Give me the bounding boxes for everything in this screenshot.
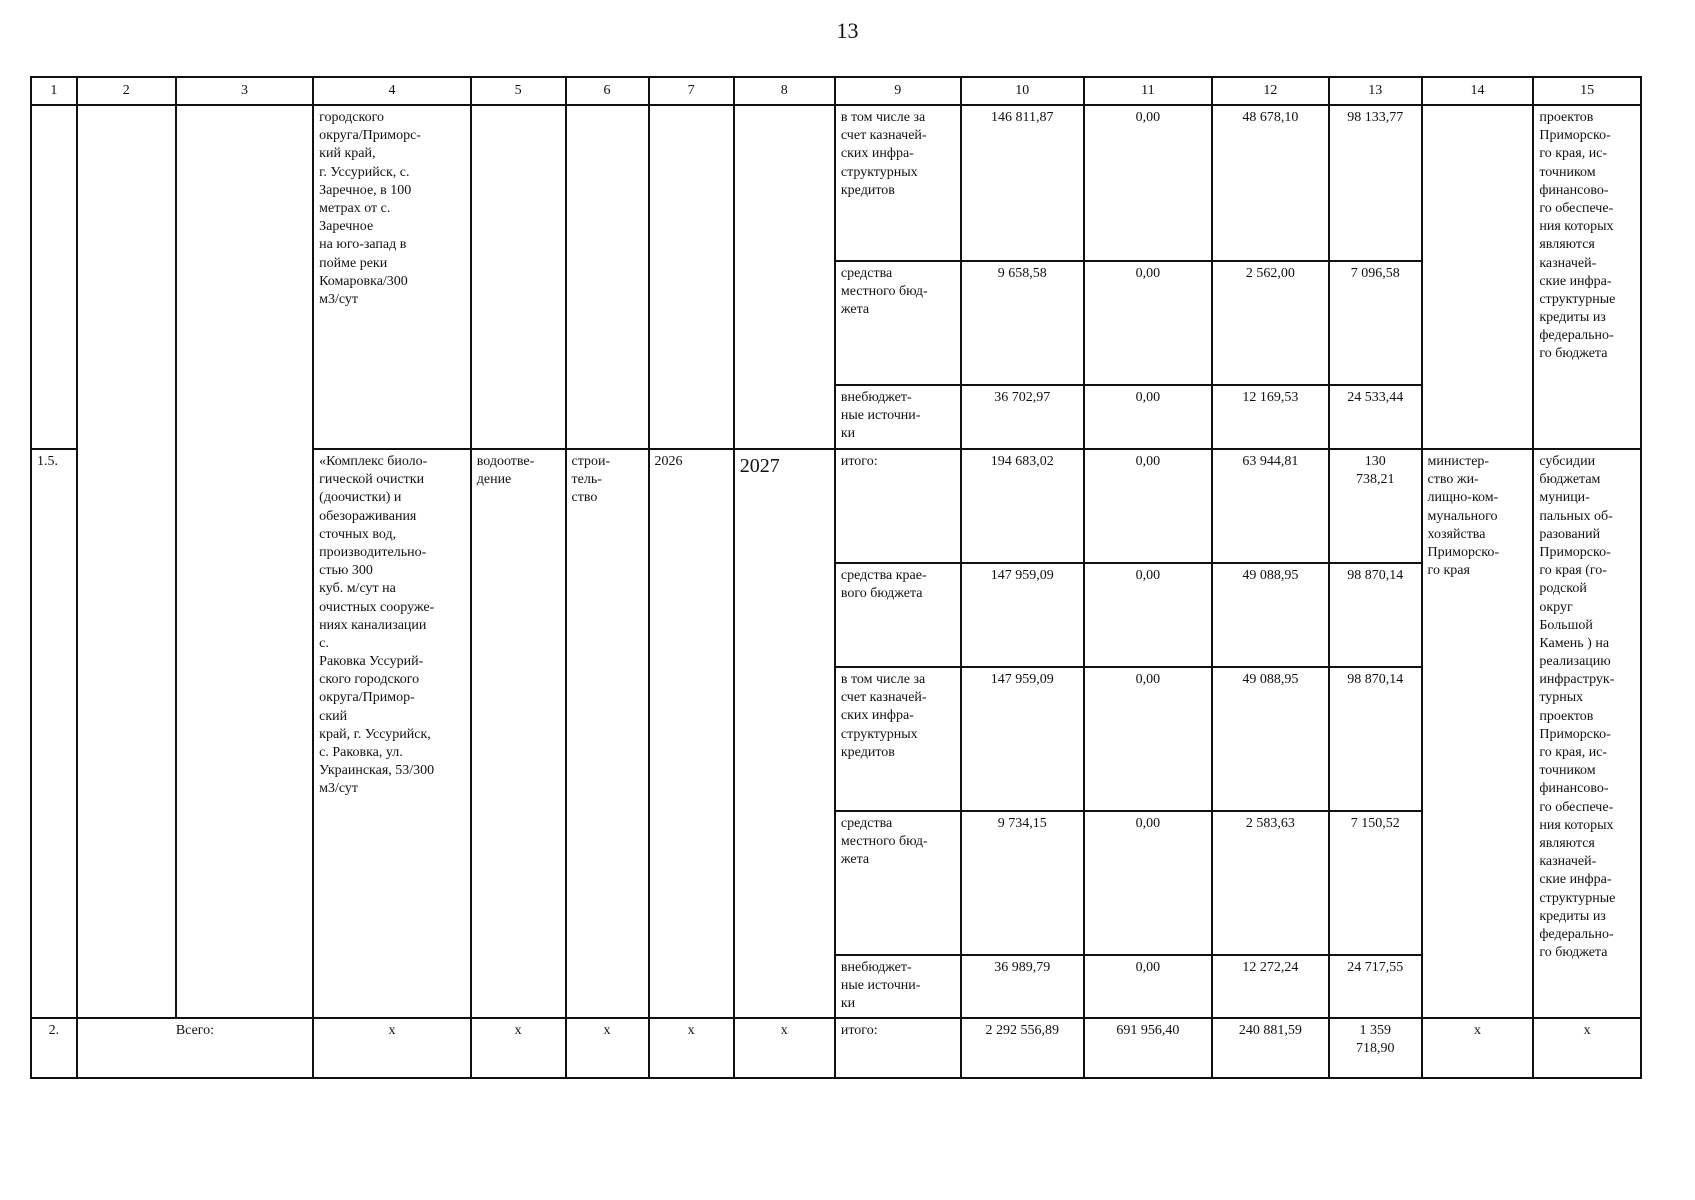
value-cell: 9 658,58 <box>961 261 1085 385</box>
value-cell: 0,00 <box>1084 667 1212 811</box>
funding-source: средства местного бюд- жета <box>835 811 961 955</box>
value-cell: 0,00 <box>1084 261 1212 385</box>
header-cell: 11 <box>1084 77 1212 105</box>
value-cell: 24 533,44 <box>1329 385 1422 449</box>
value-cell: 98 870,14 <box>1329 667 1422 811</box>
value-cell: 2 583,63 <box>1212 811 1329 955</box>
header-row <box>31 77 1641 105</box>
value-cell: 0,00 <box>1084 449 1212 563</box>
executor-cell <box>1422 105 1534 449</box>
total-label: Всего: <box>77 1018 313 1078</box>
value-cell: 24 717,55 <box>1329 955 1422 1018</box>
row-number: 2. <box>31 1018 77 1078</box>
column-2-cell <box>77 105 176 1018</box>
funding-source: внебюджет- ные источни- ки <box>835 385 961 449</box>
header-cell: 7 <box>649 77 734 105</box>
value-cell: 0,00 <box>1084 563 1212 667</box>
value-cell: 0,00 <box>1084 385 1212 449</box>
header-cell: 5 <box>471 77 566 105</box>
value-cell: 2 562,00 <box>1212 261 1329 385</box>
value-cell: 0,00 <box>1084 955 1212 1018</box>
page-number: 13 <box>836 18 859 43</box>
value-cell: 146 811,87 <box>961 105 1085 261</box>
value-cell: 7 096,58 <box>1329 261 1422 385</box>
x-mark: x <box>1533 1018 1641 1078</box>
funding-source: в том числе за счет казначей- ских инфра- структурных кредитов <box>835 667 961 811</box>
header-cell: 6 <box>566 77 649 105</box>
header-cell: 2 <box>77 77 176 105</box>
investment-program-table <box>30 76 1642 1079</box>
value-cell: 0,00 <box>1084 811 1212 955</box>
executor: министер- ство жи- лищно-ком- мунального хозяйства Приморско- го края <box>1422 449 1534 1018</box>
funding-source: средства местного бюд- жета <box>835 261 961 385</box>
value-cell: 36 702,97 <box>961 385 1085 449</box>
total-value: 240 881,59 <box>1212 1018 1329 1078</box>
funding-source: итого: <box>835 449 961 563</box>
header-cell: 14 <box>1422 77 1534 105</box>
value-cell: 147 959,09 <box>961 667 1085 811</box>
total-row <box>31 1018 1641 1078</box>
value-cell: 0,00 <box>1084 105 1212 261</box>
header-cell: 4 <box>313 77 471 105</box>
header-cell: 9 <box>835 77 961 105</box>
table-row <box>31 105 1641 261</box>
value-cell: 49 088,95 <box>1212 667 1329 811</box>
object-type: водоотве- дение <box>471 449 566 1018</box>
column-3-cell <box>176 105 313 1018</box>
year-start: 2026 <box>649 449 734 1018</box>
value-cell: 98 133,77 <box>1329 105 1422 261</box>
value-cell: 7 150,52 <box>1329 811 1422 955</box>
value-cell: 147 959,09 <box>961 563 1085 667</box>
header-cell: 3 <box>176 77 313 105</box>
type-cell <box>471 105 566 449</box>
value-cell: 12 169,53 <box>1212 385 1329 449</box>
header-cell: 10 <box>961 77 1085 105</box>
year-end: 2027 <box>734 449 835 1018</box>
work-type: строи- тель- ство <box>566 449 649 1018</box>
note-cell: субсидии бюджетам муници- пальных об- разований Приморско- го края (го- родской округ Большой Камень ) на реализацию инфраструк- турных проектов Приморско- го края, ис- точником финансово- го обеспече- ния которых являются казначей- ские инфра- структурные кредиты из федерально- го бюджета <box>1533 449 1641 1018</box>
value-cell: 9 734,15 <box>961 811 1085 955</box>
year-end-cell <box>734 105 835 449</box>
value-cell: 98 870,14 <box>1329 563 1422 667</box>
value-cell: 48 678,10 <box>1212 105 1329 261</box>
header-cell: 1 <box>31 77 77 105</box>
note-cell: проектов Приморско- го края, ис- точником финансово- го обеспече- ния которых являются казначей- ские инфра- структурные кредиты из федерально- го бюджета <box>1533 105 1641 449</box>
x-mark: x <box>734 1018 835 1078</box>
value-cell: 194 683,02 <box>961 449 1085 563</box>
funding-source: средства крае- вого бюджета <box>835 563 961 667</box>
x-mark: x <box>649 1018 734 1078</box>
value-cell: 36 989,79 <box>961 955 1085 1018</box>
object-name: «Комплекс биоло- гической очистки (доочистки) и обезораживания сточных вод, производительно- стью 300 куб. м/сут на очистных сооруже- ниях канализации с. Раковка Уссурий- ского городского округа/Примор- ский край, г. Уссурийск, с. Раковка, ул. Украинская, 53/300 м3/сут <box>313 449 471 1018</box>
x-mark: x <box>566 1018 649 1078</box>
value-cell: 130 738,21 <box>1329 449 1422 563</box>
header-cell: 8 <box>734 77 835 105</box>
row-number: 1.5. <box>31 449 77 1018</box>
x-mark: x <box>1422 1018 1534 1078</box>
value-cell: 63 944,81 <box>1212 449 1329 563</box>
x-mark: x <box>471 1018 566 1078</box>
object-name: городского округа/Приморс- кий край, г. Уссурийск, с. Заречное, в 100 метрах от с. Заречное на юго-запад в пойме реки Комаровка/300 м3/сут <box>313 105 471 449</box>
total-value: 691 956,40 <box>1084 1018 1212 1078</box>
funding-source: внебюджет- ные источни- ки <box>835 955 961 1018</box>
value-cell: 12 272,24 <box>1212 955 1329 1018</box>
value-cell: 49 088,95 <box>1212 563 1329 667</box>
funding-source: итого: <box>835 1018 961 1078</box>
year-start-cell <box>649 105 734 449</box>
header-cell: 12 <box>1212 77 1329 105</box>
total-value: 2 292 556,89 <box>961 1018 1085 1078</box>
work-cell <box>566 105 649 449</box>
header-cell: 15 <box>1533 77 1641 105</box>
x-mark: x <box>313 1018 471 1078</box>
header-cell: 13 <box>1329 77 1422 105</box>
funding-source: в том числе за счет казначей- ских инфра- структурных кредитов <box>835 105 961 261</box>
total-value: 1 359 718,90 <box>1329 1018 1422 1078</box>
row-number-cell <box>31 105 77 449</box>
